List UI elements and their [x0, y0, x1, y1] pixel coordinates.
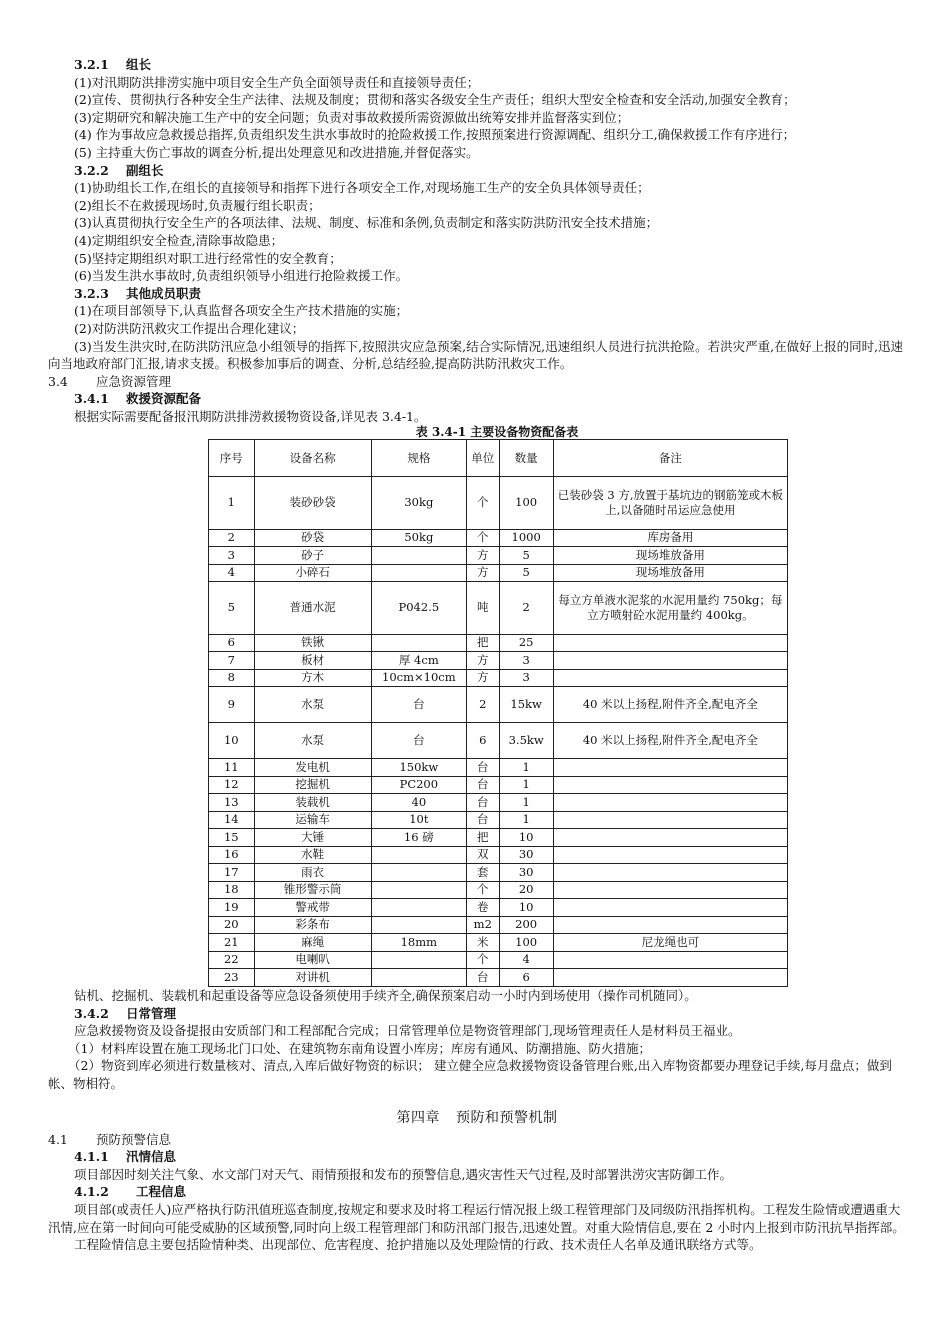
- table-cell: [553, 652, 787, 670]
- table-cell: 18mm: [371, 934, 466, 952]
- table-cell: m2: [467, 916, 500, 934]
- table-row: [209, 829, 788, 847]
- table-cell: 台: [467, 776, 500, 794]
- table-cell: 40 米以上扬程,附件齐全,配电齐全: [553, 687, 787, 723]
- table-cell: 8: [209, 669, 255, 687]
- section-title: 日常管理: [126, 1005, 177, 1021]
- table-cell: PC200: [371, 776, 466, 794]
- paragraph: 工程险情信息主要包括险情种类、出现部位、危害程度、抢护措施以及处理险情的行政、技术责任人名单及通讯联络方式等。: [74, 1237, 762, 1253]
- table-cell: 方木: [254, 669, 371, 687]
- table-cell: 1000: [499, 529, 553, 547]
- table-cell: 4: [499, 951, 553, 969]
- section-title: 其他成员职责: [126, 285, 202, 301]
- section-title: 预防预警信息: [96, 1131, 172, 1147]
- table-cell: 套: [467, 864, 500, 882]
- paragraph: (3)定期研究和解决施工生产中的安全问题；负责对事故救援所需资源做出统筹安排并监督落实到位；: [74, 109, 630, 125]
- heading-4-1-1: [48, 1148, 906, 1166]
- section-title: 组长: [126, 57, 152, 72]
- header-cell: 序号: [209, 440, 255, 477]
- table-cell: 大锤: [254, 829, 371, 847]
- heading-3-4-1: [48, 390, 906, 408]
- table-cell: 16 磅: [371, 829, 466, 847]
- table-cell: 砂子: [254, 547, 371, 565]
- paragraph: 项目部因时刻关注气象、水文部门对天气、雨情预报和发布的预警信息,遇灾害性天气过程,及时部署洪涝灾害防御工作。: [74, 1166, 732, 1182]
- document-page: [48, 56, 906, 1254]
- table-cell: 个: [467, 881, 500, 899]
- table-row: [209, 811, 788, 829]
- paragraph: (3)认真贯彻执行安全生产的各项法律、法规、制度、标准和条例,负责制定和落实防洪防汛安全技术措施；: [74, 215, 659, 231]
- table-cell: 30kg: [371, 477, 466, 530]
- table-cell: 吨: [467, 582, 500, 635]
- paragraph: (4)定期组织安全检查,清除事故隐患；: [74, 232, 284, 248]
- table-cell: 1: [499, 811, 553, 829]
- table-cell: 个: [467, 477, 500, 530]
- table-cell: 1: [499, 759, 553, 777]
- section-title: 应急资源管理: [96, 373, 172, 389]
- table-cell: 10: [209, 723, 255, 759]
- section-number: 3.2.1: [74, 57, 109, 72]
- table-cell: 5: [499, 547, 553, 565]
- table-cell: 200: [499, 916, 553, 934]
- table-cell: 14: [209, 811, 255, 829]
- table-row: [209, 582, 788, 635]
- table-cell: [371, 634, 466, 652]
- table-cell: 15: [209, 829, 255, 847]
- table-cell: 5: [499, 564, 553, 582]
- table-cell: 20: [209, 916, 255, 934]
- table-cell: 22: [209, 951, 255, 969]
- table-cell: 现场堆放备用: [553, 564, 787, 582]
- table-cell: [553, 829, 787, 847]
- section-number: 4.1.1: [74, 1149, 109, 1165]
- paragraph: (4) 作为事故应急救援总指挥,负责组织发生洪水事故时的抢险救援工作,按照预案进行资源调配、组织分工,确保救援工作有序进行；: [74, 127, 796, 143]
- table-row: [209, 547, 788, 565]
- table-cell: 6: [499, 969, 553, 987]
- table-cell: [553, 634, 787, 652]
- table-cell: 1: [499, 794, 553, 812]
- table-cell: 彩条布: [254, 916, 371, 934]
- table-cell: 方: [467, 547, 500, 565]
- table-cell: 12: [209, 776, 255, 794]
- table-cell: 台: [467, 969, 500, 987]
- paragraph: 钻机、挖掘机、装载机和起重设备等应急设备须使用手续齐全,确保预案启动一小时内到场使用（操作司机随同）。: [74, 987, 697, 1003]
- table-cell: [553, 899, 787, 917]
- paragraph: (5) 主持重大伤亡事故的调查分析,提出处理意见和改进措施,并督促落实。: [74, 144, 479, 160]
- table-cell: 11: [209, 759, 255, 777]
- table-cell: [371, 881, 466, 899]
- heading-4-1-2: [48, 1183, 906, 1201]
- chapter-title: [48, 1107, 906, 1127]
- table-row: [209, 776, 788, 794]
- table-row: [209, 794, 788, 812]
- table-body: [209, 477, 788, 987]
- table-cell: [553, 811, 787, 829]
- header-cell: 备注: [553, 440, 787, 477]
- table-cell: [553, 916, 787, 934]
- table-cell: 2: [209, 529, 255, 547]
- table-cell: 台: [467, 794, 500, 812]
- table-header-row: [209, 440, 788, 477]
- paragraph: 根据实际需要配备报汛期防洪排涝救援物资设备,详见表 3.4-1。: [74, 408, 427, 424]
- table-cell: 水泵: [254, 723, 371, 759]
- table-cell: 双: [467, 846, 500, 864]
- table-row: [209, 564, 788, 582]
- table-cell: 20: [499, 881, 553, 899]
- header-cell: 设备名称: [254, 440, 371, 477]
- table-cell: 现场堆放备用: [553, 547, 787, 565]
- table-cell: [371, 951, 466, 969]
- table-cell: 普通水泥: [254, 582, 371, 635]
- table-cell: [553, 969, 787, 987]
- table-cell: 10cm×10cm: [371, 669, 466, 687]
- section-number: 4.1: [48, 1131, 68, 1147]
- table-cell: 把: [467, 634, 500, 652]
- table-cell: 17: [209, 864, 255, 882]
- paragraph: (6)当发生洪水事故时,负责组织领导小组进行抢险救援工作。: [74, 268, 409, 284]
- table-row: [209, 652, 788, 670]
- table-cell: 个: [467, 951, 500, 969]
- table-cell: 9: [209, 687, 255, 723]
- paragraph: （2）物资到库必须进行数量核对、清点,入库后做好物资的标识； 建立健全应急救援物资设备管理台账,出入库物资都要办理登记手续,每月盘点；做到帐、物相符。: [48, 1058, 892, 1091]
- table-row: [209, 669, 788, 687]
- table-cell: 5: [209, 582, 255, 635]
- table-row: [209, 969, 788, 987]
- paragraph: （1）材料库设置在施工现场北门口处、在建筑物东南角设置小库房；库房有通风、防潮措施、防火措施；: [68, 1040, 651, 1056]
- table-cell: [371, 916, 466, 934]
- table-row: [209, 916, 788, 934]
- table-cell: 7: [209, 652, 255, 670]
- paragraph: (1)在项目部领导下,认真监督各项安全生产技术措施的实施；: [74, 303, 409, 319]
- table-cell: 30: [499, 864, 553, 882]
- heading-4-1: [48, 1131, 906, 1149]
- section-number: 4.1.2: [74, 1184, 109, 1200]
- chapter-name: 预防和预警机制: [456, 1109, 558, 1126]
- table-cell: 台: [467, 759, 500, 777]
- table-cell: [371, 864, 466, 882]
- table-cell: 库房备用: [553, 529, 787, 547]
- section-number: 3.2.3: [74, 285, 109, 301]
- table-row: [209, 881, 788, 899]
- paragraph: (1)对汛期防洪排涝实施中项目安全生产负全面领导责任和直接领导责任；: [74, 74, 480, 90]
- table-cell: 把: [467, 829, 500, 847]
- table-cell: [371, 846, 466, 864]
- table-cell: 对讲机: [254, 969, 371, 987]
- table-cell: 米: [467, 934, 500, 952]
- table-cell: 23: [209, 969, 255, 987]
- table-cell: 100: [499, 477, 553, 530]
- table-cell: [553, 864, 787, 882]
- table-cell: 2: [467, 687, 500, 723]
- table-cell: 25: [499, 634, 553, 652]
- table-cell: 装砂砂袋: [254, 477, 371, 530]
- table-cell: [553, 881, 787, 899]
- table-cell: 已装砂袋 3 方,放置于基坑边的钢筋笼或木板上,以备随时吊运应急使用: [553, 477, 787, 530]
- table-row: [209, 634, 788, 652]
- table-row: [209, 934, 788, 952]
- table-cell: 21: [209, 934, 255, 952]
- chapter-number: 第四章: [396, 1109, 440, 1126]
- paragraph: (1)协助组长工作,在组长的直接领导和指挥下进行各项安全工作,对现场施工生产的安全负具体领导责任；: [74, 180, 650, 196]
- table-cell: [553, 669, 787, 687]
- table-cell: [553, 951, 787, 969]
- table-cell: 个: [467, 529, 500, 547]
- table-cell: 19: [209, 899, 255, 917]
- table-cell: [371, 564, 466, 582]
- table-cell: 3: [499, 669, 553, 687]
- section-number: 3.2.2: [74, 162, 109, 178]
- table-cell: 麻绳: [254, 934, 371, 952]
- paragraph: (2)组长不在救援现场时,负责履行组长职责；: [74, 197, 321, 213]
- table-row: [209, 529, 788, 547]
- table-cell: [371, 899, 466, 917]
- table-cell: 3: [209, 547, 255, 565]
- header-cell: 单位: [467, 440, 500, 477]
- section-title: 工程信息: [136, 1184, 187, 1200]
- table-cell: 4: [209, 564, 255, 582]
- table-cell: 卷: [467, 899, 500, 917]
- table-cell: P042.5: [371, 582, 466, 635]
- table-cell: 台: [371, 723, 466, 759]
- table-cell: 尼龙绳也可: [553, 934, 787, 952]
- table-cell: [371, 547, 466, 565]
- table-cell: 方: [467, 652, 500, 670]
- table-cell: 运输车: [254, 811, 371, 829]
- table-cell: 3.5kw: [499, 723, 553, 759]
- table-cell: 方: [467, 669, 500, 687]
- table-cell: 发电机: [254, 759, 371, 777]
- table-cell: 16: [209, 846, 255, 864]
- table-cell: 18: [209, 881, 255, 899]
- table-cell: 方: [467, 564, 500, 582]
- table-cell: 锥形警示筒: [254, 881, 371, 899]
- table-cell: 1: [209, 477, 255, 530]
- table-cell: [553, 759, 787, 777]
- heading-3-2-3: [48, 285, 906, 303]
- table-cell: 150kw: [371, 759, 466, 777]
- heading-3-2-2: [48, 162, 906, 180]
- table-row: [209, 723, 788, 759]
- table-cell: 10: [499, 899, 553, 917]
- table-cell: [553, 794, 787, 812]
- table-cell: 砂袋: [254, 529, 371, 547]
- paragraph: (2)对防洪防汛救灾工作提出合理化建议；: [74, 320, 305, 336]
- table-cell: 15kw: [499, 687, 553, 723]
- section-title: 副组长: [126, 162, 164, 178]
- table-cell: 台: [371, 687, 466, 723]
- paragraph: (2)宣传、贯彻执行各种安全生产法律、法规及制度；贯彻和落实各级安全生产责任；组织大型安全检查和安全活动,加强安全教育；: [74, 92, 796, 108]
- table-cell: 10t: [371, 811, 466, 829]
- table-cell: 台: [467, 811, 500, 829]
- table-cell: 挖掘机: [254, 776, 371, 794]
- table-row: [209, 864, 788, 882]
- table-cell: 水鞋: [254, 846, 371, 864]
- table-cell: 电喇叭: [254, 951, 371, 969]
- paragraph: (3)当发生洪灾时,在防洪防汛应急小组领导的指挥下,按照洪灾应急预案,结合实际情况,迅速组织人员进行抗洪抢险。若洪灾严重,在做好上报的同时,迅速向当地政府部门汇报,请求支援。积极参加事后的调查、分析,总结经验,提高防洪防汛救灾工作。: [48, 338, 904, 372]
- table-row: [209, 899, 788, 917]
- section-number: 3.4.2: [74, 1005, 109, 1021]
- header-cell: 规格: [371, 440, 466, 477]
- heading-3-4: [48, 373, 906, 391]
- table-cell: 装载机: [254, 794, 371, 812]
- table-cell: 每立方单液水泥浆的水泥用量约 750kg；每立方喷射砼水泥用量约 400kg。: [553, 582, 787, 635]
- table-cell: 1: [499, 776, 553, 794]
- table-cell: 警戒带: [254, 899, 371, 917]
- paragraph: 应急救援物资及设备提报由安质部门和工程部配合完成；日常管理单位是物资管理部门,现场管理责任人是材料员王福业。: [74, 1023, 741, 1039]
- table-cell: 40: [371, 794, 466, 812]
- paragraph: (5)坚持定期组织对职工进行经常性的安全教育；: [74, 250, 342, 266]
- table-cell: 厚 4cm: [371, 652, 466, 670]
- paragraph: 项目部(或责任人)应严格执行防汛值班巡查制度,按规定和要求及时将工程运行情况报上级工程管理部门及同级防汛指挥机构。工程发生险情或遭遇重大汛情,应在第一时间向可能受威胁的区域预警,同时向上级工程管理部门和防汛部门报告,迅速处置。对重大险情信息,要在 2 小时内上报到市防汛抗旱指挥部。: [48, 1201, 905, 1235]
- table-row: [209, 477, 788, 530]
- table-cell: 13: [209, 794, 255, 812]
- table-cell: 10: [499, 829, 553, 847]
- table-cell: 40 米以上扬程,附件齐全,配电齐全: [553, 723, 787, 759]
- table-cell: 板材: [254, 652, 371, 670]
- header-cell: 数量: [499, 440, 553, 477]
- section-title: 救援资源配备: [126, 391, 202, 407]
- table-row: [209, 759, 788, 777]
- table-cell: 50kg: [371, 529, 466, 547]
- table-row: [209, 951, 788, 969]
- table-cell: 小碎石: [254, 564, 371, 582]
- section-number: 3.4.1: [74, 391, 109, 407]
- table-row: [209, 687, 788, 723]
- table-caption: 表 3.4-1 主要设备物资配备表: [415, 425, 579, 440]
- table-cell: 雨衣: [254, 864, 371, 882]
- heading-3-2-1: [48, 56, 906, 74]
- table-cell: 30: [499, 846, 553, 864]
- table-row: [209, 846, 788, 864]
- section-number: 3.4: [48, 373, 68, 389]
- table-cell: 水泵: [254, 687, 371, 723]
- table-cell: 铁锹: [254, 634, 371, 652]
- section-title: 汛情信息: [126, 1149, 177, 1165]
- table-cell: [553, 776, 787, 794]
- table-cell: 3: [499, 652, 553, 670]
- table-cell: 100: [499, 934, 553, 952]
- table-cell: 2: [499, 582, 553, 635]
- equipment-table: [208, 439, 788, 987]
- heading-3-4-2: [48, 1005, 906, 1023]
- table-cell: 6: [467, 723, 500, 759]
- table-cell: 6: [209, 634, 255, 652]
- table-cell: [553, 846, 787, 864]
- table-cell: [371, 969, 466, 987]
